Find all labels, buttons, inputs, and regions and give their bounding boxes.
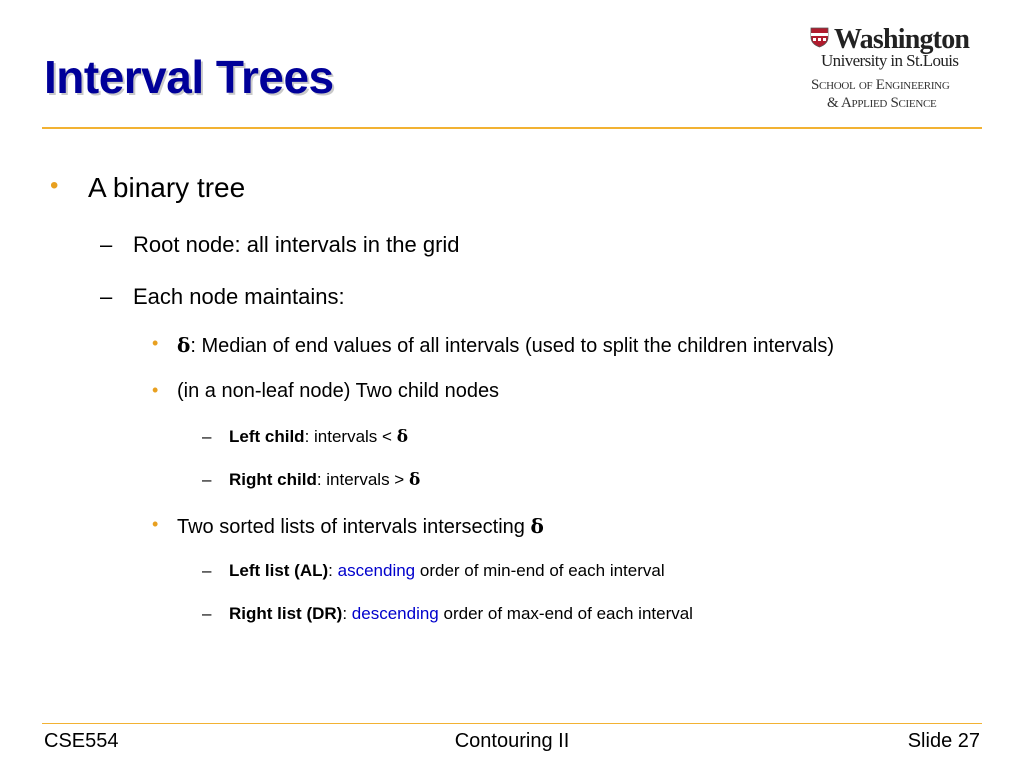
right-child-label: Right child [229, 470, 317, 489]
right-child-text: : intervals > [316, 470, 405, 489]
left-list-sep: : [328, 561, 333, 580]
bullet-icon: • [50, 172, 59, 199]
bullet-icon: • [152, 380, 159, 400]
left-list-rest: order of min-end of each interval [419, 561, 665, 580]
footer-lecture-title [0, 730, 1024, 753]
dash-icon: – [202, 604, 212, 623]
left-list-keyword: ascending [337, 561, 416, 580]
delta-symbol: δ [530, 514, 544, 538]
footer-divider [42, 723, 982, 724]
sorted-lists-text: Two sorted lists of intervals intersecting [177, 516, 525, 538]
bullet-icon: • [152, 333, 159, 353]
footer-slide-number: Slide 27 [907, 730, 980, 752]
title-divider [42, 127, 982, 129]
dash-icon: – [202, 427, 212, 446]
logo-wordmark: Washington [834, 24, 970, 55]
bullet-icon: • [152, 514, 159, 534]
bullet-right-list [229, 604, 693, 624]
bullet-each-node: Each node maintains: [133, 284, 345, 309]
shield-icon [810, 27, 829, 48]
right-list-label: Right list (DR) [229, 604, 343, 623]
dash-icon: – [100, 284, 113, 309]
delta-symbol: δ [408, 470, 421, 490]
dash-icon: – [100, 232, 113, 257]
logo-school-line1: School of Engineering [811, 77, 950, 93]
dash-icon: – [202, 561, 212, 580]
delta-symbol: δ [177, 333, 191, 357]
logo-university-line: University in St.Louis [821, 51, 959, 70]
bullet-left-list [229, 561, 665, 581]
bullet-binary-tree: A binary tree [88, 172, 246, 203]
bullet-left-child [229, 427, 408, 447]
logo-school-line2: & Applied Science [827, 95, 937, 111]
delta-symbol: δ [396, 427, 409, 447]
university-logo [810, 24, 985, 116]
right-list-sep: : [342, 604, 348, 623]
bullet-sorted-lists [177, 514, 544, 539]
left-list-label: Left list (AL) [229, 561, 329, 580]
dash-icon: – [202, 470, 212, 489]
bullet-child-nodes: (in a non-leaf node) Two child nodes [177, 380, 500, 402]
right-list-keyword: descending [351, 604, 439, 623]
delta-description: : Median of end values of all intervals (used to split the children intervals) [190, 335, 835, 357]
footer-lecture-title-text: Contouring II [454, 730, 570, 752]
footer-course: CSE554 [44, 730, 119, 752]
bullet-right-child [229, 470, 420, 490]
left-child-label: Left child [229, 427, 305, 446]
left-child-text: : intervals < [304, 427, 392, 446]
bullet-delta-median [177, 333, 834, 358]
slide-title: Interval Trees [44, 51, 334, 103]
right-list-rest: order of max-end of each interval [443, 604, 693, 623]
bullet-root-node: Root node: all intervals in the grid [133, 232, 460, 257]
